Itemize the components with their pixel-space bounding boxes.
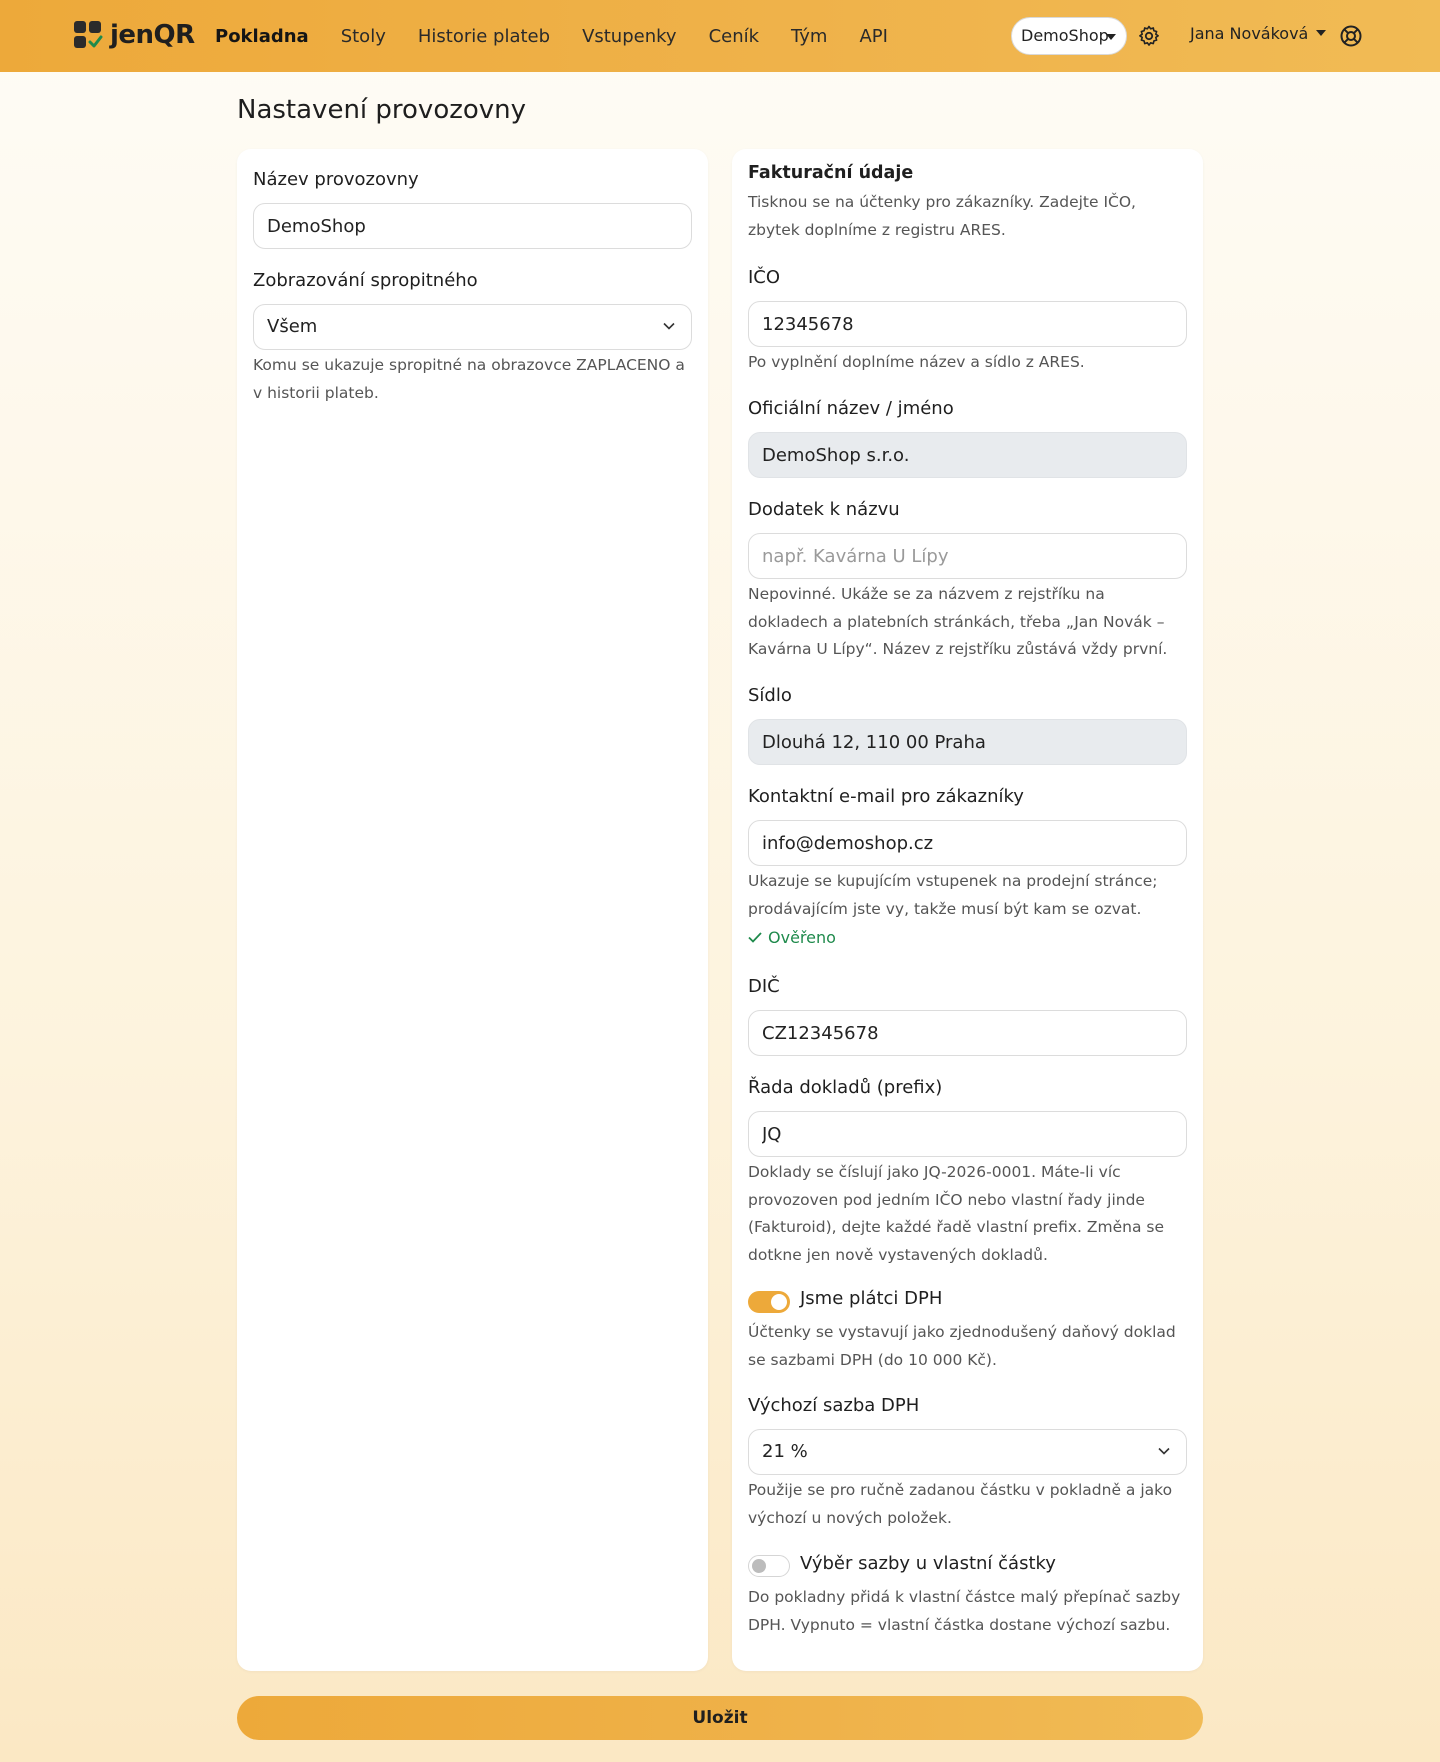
- tip-display-help: Komu se ukazuje spropitné na obrazovce ZAPLACENO a v historii plateb.: [253, 356, 685, 402]
- official-name-label: Oficiální název / jméno: [748, 398, 954, 419]
- default-vat-help: Použije se pro ručně zadanou částku v pokladně a jako výchozí u nových položek.: [748, 1481, 1173, 1527]
- vat-payer-help: Účtenky se vystavují jako zjednodušený daňový doklad se sazbami DPH (do 10 000 Kč).: [748, 1323, 1176, 1369]
- venue-name-input[interactable]: [253, 203, 692, 249]
- settings-gear-icon[interactable]: [1137, 24, 1161, 48]
- custom-rate-help: Do pokladny přidá k vlastní částce malý přepínač sazby DPH. Vypnuto = vlastní částka dostane výchozí sazbu.: [748, 1588, 1181, 1634]
- name-suffix-input[interactable]: [748, 533, 1187, 579]
- check-icon: [748, 932, 762, 943]
- nav-link-api[interactable]: API: [859, 25, 888, 47]
- brand-logo[interactable]: [74, 20, 195, 50]
- email-verified-status: [748, 928, 836, 947]
- toggle-knob: [752, 1559, 766, 1573]
- main-nav: [215, 0, 920, 72]
- default-vat-value: 21 %: [762, 1441, 808, 1462]
- dic-label: DIČ: [748, 976, 780, 997]
- email-verified-text: Ověřeno: [768, 928, 836, 947]
- name-suffix-label: Dodatek k názvu: [748, 499, 900, 520]
- help-lifebuoy-icon[interactable]: [1339, 24, 1363, 48]
- page-title: Nastavení provozovny: [237, 95, 527, 125]
- default-vat-label: Výchozí sazba DPH: [748, 1395, 920, 1416]
- nav-link-pokladna[interactable]: Pokladna: [215, 25, 309, 47]
- tip-display-label: Zobrazování spropitného: [253, 270, 478, 291]
- custom-rate-label: Výběr sazby u vlastní částky: [800, 1553, 1056, 1574]
- caret-down-icon: [1106, 34, 1116, 40]
- ico-label: IČO: [748, 267, 781, 288]
- venue-general-card: [237, 149, 708, 1671]
- tip-display-select[interactable]: [253, 304, 692, 350]
- address-input: [748, 719, 1187, 765]
- default-vat-select[interactable]: [748, 1429, 1187, 1475]
- name-suffix-help: Nepovinné. Ukáže se za názvem z rejstříku na dokladech a platebních stránkách, třeba „Jan Novák – Kavárna U Lípy“. Název z rejstříku zůstává vždy první.: [748, 585, 1168, 658]
- dic-input[interactable]: [748, 1010, 1187, 1056]
- contact-email-help: Ukazuje se kupujícím vstupenek na prodejní stránce; prodávajícím jste vy, takže musí být kam se ozvat.: [748, 872, 1158, 918]
- shop-selector-dropdown[interactable]: [1011, 17, 1127, 55]
- tip-display-value: Všem: [267, 316, 318, 337]
- billing-section-title: Fakturační údaje: [748, 163, 914, 183]
- user-name: Jana Nováková: [1190, 24, 1309, 43]
- nav-link-historie-plateb[interactable]: Historie plateb: [417, 25, 551, 47]
- jenqr-logo-icon: [74, 21, 102, 49]
- save-button[interactable]: Uložit: [237, 1696, 1203, 1740]
- nav-link-vstupenky[interactable]: Vstupenky: [582, 25, 677, 47]
- billing-details-card: [732, 149, 1203, 1671]
- ico-input[interactable]: [748, 301, 1187, 347]
- chevron-down-icon: [1158, 1447, 1170, 1455]
- document-prefix-input[interactable]: [748, 1111, 1187, 1157]
- ico-help: Po vyplnění doplníme název a sídlo z ARES.: [748, 353, 1085, 371]
- user-menu[interactable]: [1190, 24, 1326, 43]
- chevron-down-icon: [663, 322, 675, 330]
- document-prefix-label: Řada dokladů (prefix): [748, 1077, 943, 1098]
- billing-intro-text: Tisknou se na účtenky pro zákazníky. Zadejte IČO, zbytek doplníme z registru ARES.: [748, 193, 1136, 239]
- contact-email-input[interactable]: [748, 820, 1187, 866]
- nav-link-stoly[interactable]: Stoly: [340, 25, 386, 47]
- document-prefix-help: Doklady se číslují jako JQ-2026-0001. Máte-li víc provozoven pod jedním IČO nebo vlastní řady jinde (Fakturoid), dejte každé řadě vlastní prefix. Změna se dotkne jen nově vystavených dokladů.: [748, 1163, 1165, 1264]
- brand-name: jenQR: [110, 20, 195, 50]
- venue-name-label: Název provozovny: [253, 169, 419, 190]
- top-navbar: [0, 0, 1440, 72]
- nav-link-cenik[interactable]: Ceník: [708, 25, 760, 47]
- contact-email-label: Kontaktní e-mail pro zákazníky: [748, 786, 1024, 807]
- shop-selector-value: DemoShop: [1021, 26, 1109, 45]
- official-name-input: [748, 432, 1187, 478]
- caret-down-icon: [1316, 30, 1326, 36]
- toggle-knob: [771, 1294, 787, 1310]
- custom-rate-toggle[interactable]: [748, 1555, 790, 1577]
- vat-payer-label: Jsme plátci DPH: [800, 1288, 943, 1309]
- vat-payer-toggle[interactable]: [748, 1291, 790, 1313]
- address-label: Sídlo: [748, 685, 792, 706]
- nav-link-tym[interactable]: Tým: [791, 25, 828, 47]
